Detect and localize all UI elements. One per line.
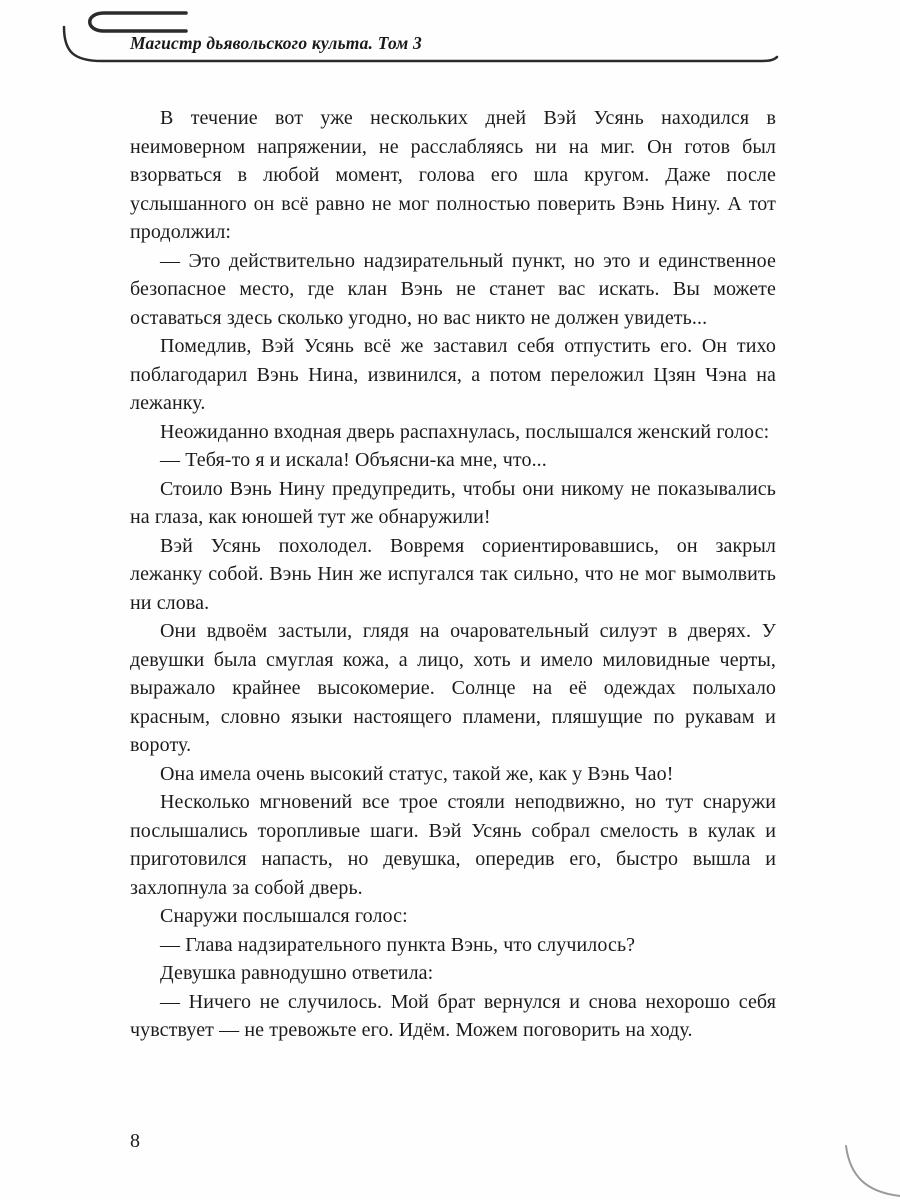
paragraph: — Это действительно надзирательный пункт, но это и единственное безопасное место, где клан Вэнь не станет вас искать. Вы можете оставаться здесь сколько угодно, но вас никто не должен увидеть...: [130, 249, 776, 329]
paragraph: — Глава надзирательного пункта Вэнь, что случилось?: [160, 933, 636, 956]
paragraph: Снаружи послышался голос:: [160, 905, 408, 927]
paragraph: Вэй Усянь похолодел. Вовремя сориентировавшись, он закрыл лежанку собой. Вэнь Нин же испугался так сильно, что не мог вымолвить ни слова.: [130, 534, 776, 614]
paragraph: Неожиданно входная дверь распахнулась, послышался женский голос:: [160, 420, 770, 443]
paragraph: Помедлив, Вэй Усянь всё же заставил себя отпустить его. Он тихо поблагодарил Вэнь Нина, извинился, а потом переложил Цзян Чэна на лежанку.: [130, 335, 776, 414]
paragraph: — Тебя-то я и искала! Объясни-ка мне, что...: [160, 449, 547, 471]
paragraph: Стоило Вэнь Нину предупредить, чтобы они никому не показывались на глаза, как юношей тут же обнаружили!: [130, 477, 776, 528]
paragraph: В течение вот уже нескольких дней Вэй Усянь находился в неимоверном напряжении, не расслабляясь ни на миг. Он готов был взорваться в любой момент, голова его шла кругом. Даже после услышанного он всё равно не мог полностью поверить Вэнь Нину. А тот продолжил:: [130, 107, 776, 243]
paragraph: Несколько мгновений все трое стояли неподвижно, но тут снаружи послышались торопливые шаги. Вэй Усянь собрал смелость в кулак и приготовился напасть, но девушка, опередив его, быстро вышла и захлопнула за собой дверь.: [130, 791, 776, 899]
paragraph: — Ничего не случилось. Мой брат вернулся и снова нехорошо себя чувствует — не тревожьте его. Идём. Можем поговорить на ходу.: [130, 990, 776, 1041]
paragraph: Она имела очень высокий статус, такой же, как у Вэнь Чао!: [160, 762, 674, 785]
paragraph: Девушка равнодушно ответила:: [160, 962, 434, 984]
tab-ornament-line: [90, 13, 186, 31]
corner-ornament-line: [846, 1146, 900, 1196]
page-number: 8: [130, 1130, 140, 1152]
running-title: Магистр дьявольского культа. Том 3: [130, 33, 422, 53]
text-block: [130, 104, 776, 1045]
paragraph: Они вдвоём застыли, глядя на очаровательный силуэт в дверях. У девушки была смуглая кожа, а лицо, хоть и имело миловидные черты, выражало крайнее высокомерие. Солнце на её одеждах полыхало красным, словно языки настоящего пламени, пляшущие по рукавам и вороту.: [130, 620, 776, 756]
